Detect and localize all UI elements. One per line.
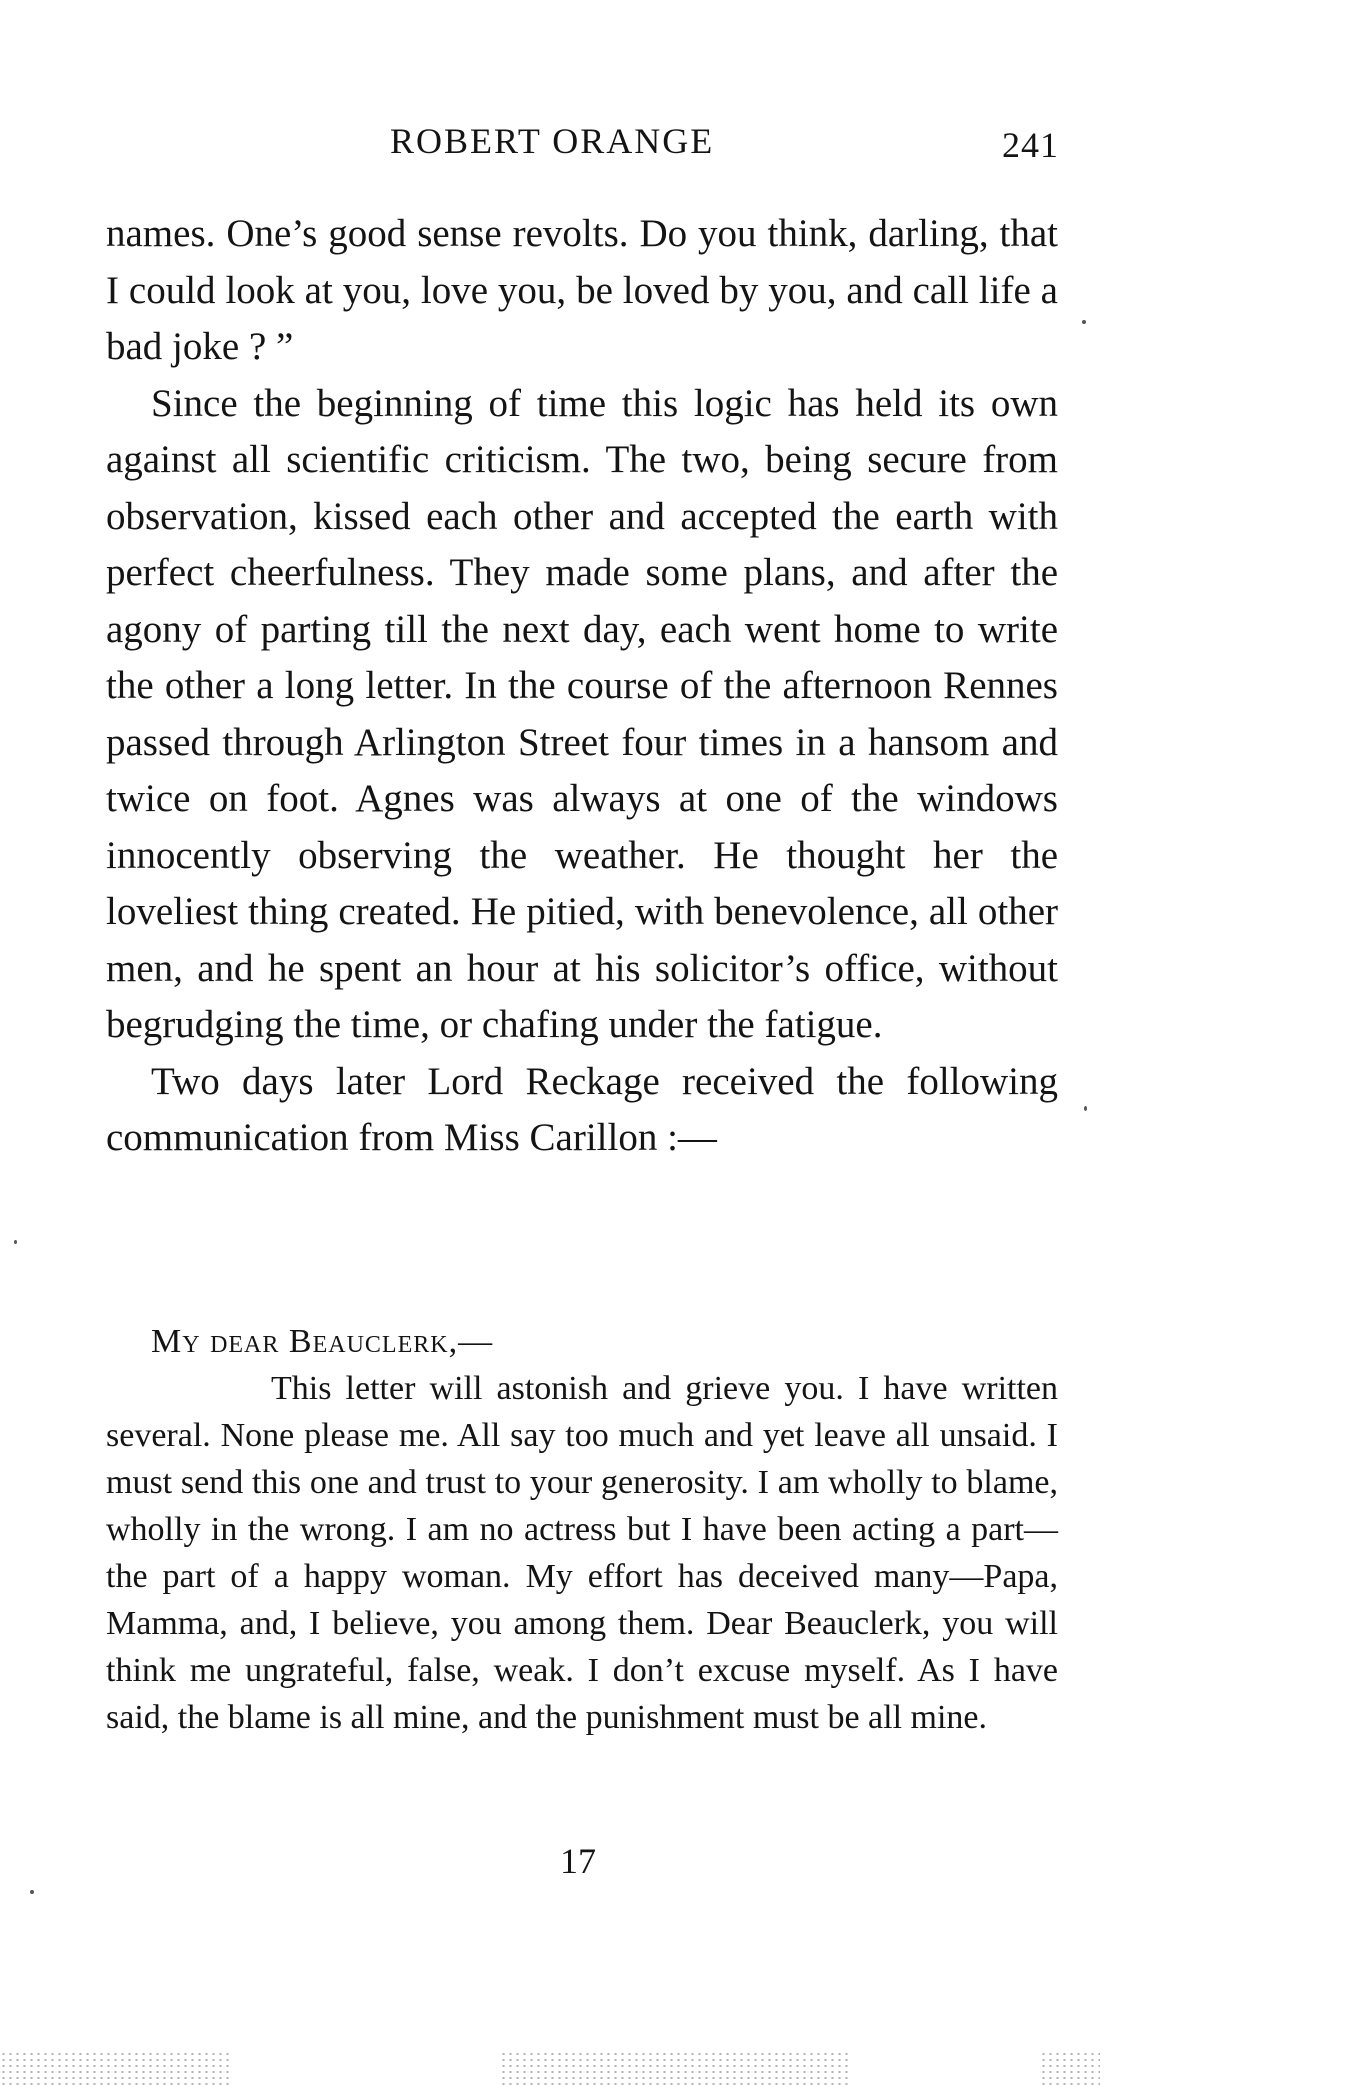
running-title: ROBERT ORANGE — [390, 121, 715, 161]
paragraph: Two days later Lord Reckage received the following communication from Miss Carillon :— — [106, 1059, 1058, 1159]
scan-speck — [14, 1240, 17, 1244]
letter-salutation: My dear Beauclerk,— — [151, 1323, 494, 1360]
letter-block — [106, 1318, 1058, 1741]
scan-edge-noise — [500, 2051, 850, 2085]
scan-speck — [30, 1890, 34, 1894]
paragraph-continued: names. One’s good sense revolts. Do you think, darling, that I could look at you, love you, be loved by you, and call life a bad joke ? ” — [106, 212, 1058, 368]
scan-edge-noise — [1040, 2051, 1100, 2085]
scan-speck — [1082, 320, 1086, 324]
scan-edge-noise — [0, 2051, 230, 2085]
signature-mark: 17 — [560, 1841, 596, 1881]
page-number: 241 — [1002, 125, 1059, 165]
paragraph: Since the beginning of time this logic has held its own against all scientific criticism. The two, being secure from observation, kissed each other and accepted the earth with perfect cheerfulness. They made some plans, and after the agony of parting till the next day, each went home to write the other a long letter. In the course of the afternoon Rennes passed through Arlington Street four times in a hansom and twice on foot. Agnes was always at one of the windows innocently observing the weather. He thought her the loveliest thing created. He pitied, with benevolence, all other men, and he spent an hour at his solicitor’s office, without begrudging the time, or chafing under the fatigue. — [106, 381, 1058, 1046]
letter-body: This letter will astonish and grieve you. I have written several. None please me. All say too much and yet leave all unsaid. I must send this one and trust to your generosity. I am wholly to blame, wholly in the wrong. I am no actress but I have been acting a part—the part of a happy woman. My effort has deceived many—Papa, Mamma, and, I believe, you among them. Dear Beauclerk, you will think me ungrateful, false, weak. I don’t excuse myself. As I have said, the blame is all mine, and the punishment must be all mine. — [106, 1370, 1058, 1736]
body-text — [106, 206, 1058, 1167]
scan-speck — [1084, 1106, 1087, 1111]
